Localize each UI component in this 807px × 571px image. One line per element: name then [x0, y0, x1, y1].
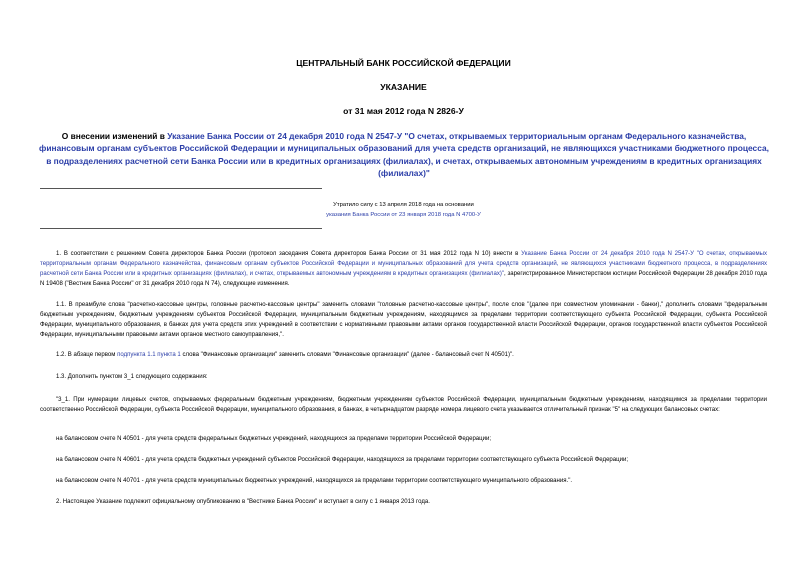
repeal-act-link[interactable]: указания Банка России от 23 января 2018 года N 4700-У — [326, 212, 481, 218]
paragraph-3-1: "3_1. При нумерации лицевых счетов, открываемых федеральным бюджетным учреждениям, бюджетным учреждениям субъектов Российской Федерации, муниципальным бюджетным учреждениям, находящимся за пределами территории соответственно Российской Федерации, субъекта Российской Федерации, муниципального образования, в банках, в четырнадцатом разряде номера лицевого счета указывается отличительный признак "5" на следующих балансовых счетах: — [40, 397, 767, 413]
paragraph-1 — [40, 250, 767, 289]
paragraph-1-end: , зарегистрированное Министерством юстиции Российской Федерации 28 декабря 2010 года N 19408 ("Вестник Банка России" от 31 декабря 2010 года N 74), следующие изменения. — [40, 270, 767, 287]
account-40701-item: на балансовом счете N 40701 - для учета средств муниципальных бюджетных учреждений, находящихся за пределами территории соответствующего муниципального образования.". — [56, 478, 573, 484]
repeal-note — [0, 200, 807, 220]
repeal-note-text: Утратило силу с 13 апреля 2018 года на основании — [333, 202, 474, 208]
document-title — [38, 130, 770, 179]
paragraph-1-1: 1.1. В преамбуле слова "расчетно-кассовые центры, головные расчетно-кассовые центры" заменить словами "головные расчетно-кассовые центры", после слов "(далее при совместном упоминании - банки)," дополнить словами "федеральным бюджетным учреждениям, бюджетным учреждениям субъектов Российской Федерации, муниципальным бюджетным учреждениям, находящимся за пределами территории соответствующего субъекта Российской Федерации, субъекта Российской Федерации, муниципального образования, в банках для учета средств этих учреждений в соответствии с нормативными правовыми актами органов государственной власти Российской Федерации, органов государственной власти субъектов Российской Федерации, муниципальными правовыми актами органов местного самоуправления,". — [40, 302, 767, 338]
bank-name-heading: ЦЕНТРАЛЬНЫЙ БАНК РОССИЙСКОЙ ФЕДЕРАЦИИ — [296, 58, 511, 68]
account-40501-item: на балансовом счете N 40501 - для учета средств федеральных бюджетных учреждений, находящихся за пределами территории Российской Федерации; — [56, 436, 492, 442]
subpoint-1-1-link[interactable]: подпункта 1.1 пункта 1 — [117, 352, 181, 358]
paragraph-1-2-start: 1.2. В абзаце первом — [56, 352, 118, 358]
account-40601-item: на балансовом счете N 40601 - для учета средств бюджетных учреждений субъектов Российской Федерации, находящихся за пределами территории соответствующего субъекта Российской Федерации; — [56, 457, 629, 463]
bottom-divider — [40, 228, 322, 229]
document-date-number: от 31 мая 2012 года N 2826-У — [343, 106, 464, 116]
paragraph-1-start: 1. В соответствии с решением Совета директоров Банка России (протокол заседания Совета директоров Банка России от 31 мая 2012 года N 10) внести в — [56, 251, 522, 257]
paragraph-2: 2. Настоящее Указание подлежит официальному опубликованию в "Вестнике Банка России" и вступает в силу с 1 января 2013 года. — [56, 499, 430, 505]
title-amended-act-link[interactable]: Указание Банка России от 24 декабря 2010 года N 2547-У "О счетах, открываемых территориальным органам Федерального казначейства, финансовым органам субъектов Российской Федерации и муниципальных образований для учета средств организаций, не являющихся участниками бюджетного процесса, в подразделениях расчетной сети Банка России или в кредитных организациях (филиалах), и счетах, открываемых автономным учреждениям в кредитных организациях (филиалах)" — [39, 131, 769, 178]
paragraph-1-2-end: слова "Финансовые организации" заменить словами "Финансовые организации" (далее - балансовый счет N 40501)". — [180, 352, 514, 358]
paragraph-1-act-link[interactable]: Указание Банка России от 24 декабря 2010 года N 2547-У "О счетах, открываемых территориальным органам Федерального казначейства, финансовым органам субъектов Российской Федерации и муниципальных образований для учета средств организаций, не являющихся участниками бюджетного процесса, в подразделениях расчетной сети Банка России или в кредитных организациях (филиалах), и счетах, открываемых автономным учреждениям в кредитных организациях (филиалах)" — [40, 251, 767, 277]
paragraph-1-3: 1.3. Дополнить пунктом 3_1 следующего содержания: — [56, 374, 208, 380]
title-prefix: О внесении изменений в — [61, 131, 168, 141]
top-divider — [40, 188, 322, 189]
paragraph-1-2 — [40, 351, 767, 361]
document-type-heading: УКАЗАНИЕ — [380, 82, 427, 92]
